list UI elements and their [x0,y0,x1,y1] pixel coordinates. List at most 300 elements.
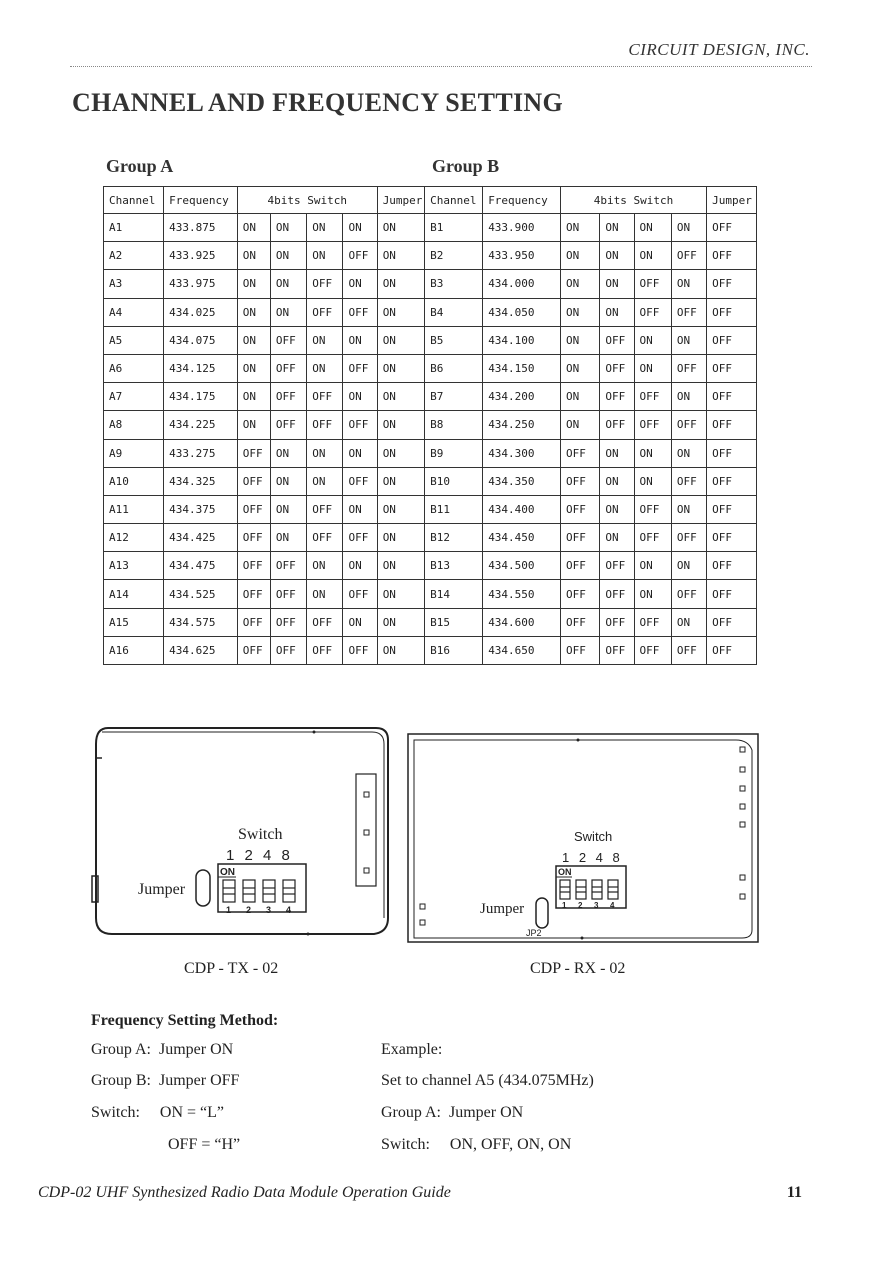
cell-switch-a-2: ON [270,524,306,552]
tx-jumper-label: Jumper [138,881,186,898]
cell-frequency-b: 434.550 [483,580,561,608]
cell-frequency-a: 434.325 [164,467,238,495]
cell-frequency-a: 433.875 [164,214,238,242]
table-row [104,411,757,439]
cell-switch-b-1: OFF [560,608,599,636]
cell-switch-b-8: OFF [671,636,706,664]
cell-switch-b-4: ON [634,580,671,608]
tx-pin-3 [364,868,369,873]
cell-channel-b: B15 [425,608,483,636]
cell-frequency-b: 434.000 [483,270,561,298]
cell-jumper-a: ON [377,298,424,326]
rx-pin-7 [740,894,745,899]
cell-switch-b-8: ON [671,270,706,298]
cell-switch-b-1: OFF [560,439,599,467]
tx-switch-label: Switch [238,826,283,843]
cell-switch-a-8: ON [343,552,377,580]
cell-switch-a-1: OFF [237,524,270,552]
col-header-switch-b: 4bits Switch [560,187,706,214]
method-switch-on: Switch: ON = “L” [91,1104,224,1121]
cell-switch-b-2: ON [600,270,634,298]
cell-switch-a-2: ON [270,298,306,326]
table-row [104,298,757,326]
cell-jumper-b: OFF [707,495,757,523]
cell-switch-b-8: OFF [671,580,706,608]
cell-jumper-a: ON [377,467,424,495]
method-group-b: Group B: Jumper OFF [91,1072,240,1089]
table-header-row [104,187,757,214]
cell-channel-b: B10 [425,467,483,495]
cell-switch-b-1: OFF [560,467,599,495]
cell-jumper-a: ON [377,411,424,439]
cell-switch-b-4: ON [634,214,671,242]
cell-switch-b-1: OFF [560,636,599,664]
cdp-tx-02-diagram [86,722,396,944]
cell-switch-b-8: ON [671,439,706,467]
cell-switch-b-8: OFF [671,242,706,270]
cell-channel-b: B7 [425,383,483,411]
cell-switch-a-2: ON [270,439,306,467]
cell-frequency-a: 434.625 [164,636,238,664]
cell-switch-a-8: OFF [343,580,377,608]
cell-frequency-a: 434.225 [164,411,238,439]
example-switch: Switch: ON, OFF, ON, ON [381,1136,572,1153]
col-header-switch-a: 4bits Switch [237,187,377,214]
table-row [104,524,757,552]
rx-caption: CDP - RX - 02 [530,960,626,977]
cell-switch-a-1: OFF [237,580,270,608]
col-header-frequency-a: Frequency [164,187,238,214]
cell-switch-a-1: ON [237,298,270,326]
cell-jumper-b: OFF [707,326,757,354]
tx-switch-numbers: 1 2 4 8 [226,847,293,864]
col-header-frequency-b: Frequency [483,187,561,214]
cell-switch-a-8: ON [343,270,377,298]
rx-pin-3 [740,786,745,791]
cell-switch-b-4: ON [634,467,671,495]
tx-pin-number-4: 4 [286,905,292,915]
cell-switch-a-2: OFF [270,411,306,439]
rx-jumper [536,898,548,928]
group-b-label: Group B [432,156,500,176]
cell-channel-a: A10 [104,467,164,495]
cell-switch-a-8: ON [343,608,377,636]
cell-switch-b-2: OFF [600,580,634,608]
table-row [104,467,757,495]
table-row [104,383,757,411]
cell-switch-a-8: ON [343,495,377,523]
cell-switch-a-2: OFF [270,383,306,411]
cell-jumper-b: OFF [707,411,757,439]
rx-pin-number-4: 4 [610,901,615,910]
cell-switch-b-2: ON [600,524,634,552]
cell-frequency-b: 433.950 [483,242,561,270]
cell-switch-a-1: ON [237,354,270,382]
cell-switch-b-4: OFF [634,636,671,664]
cell-switch-b-2: OFF [600,411,634,439]
cell-jumper-a: ON [377,524,424,552]
cell-switch-b-8: ON [671,495,706,523]
cell-switch-b-1: ON [560,298,599,326]
cell-switch-b-2: ON [600,439,634,467]
cell-jumper-b: OFF [707,580,757,608]
cell-switch-b-4: OFF [634,524,671,552]
cell-switch-a-2: OFF [270,608,306,636]
cell-jumper-a: ON [377,636,424,664]
cell-jumper-a: ON [377,354,424,382]
cell-switch-a-2: OFF [270,580,306,608]
cell-channel-a: A9 [104,439,164,467]
table-row [104,270,757,298]
cell-channel-a: A7 [104,383,164,411]
cell-jumper-a: ON [377,214,424,242]
cell-switch-a-8: ON [343,214,377,242]
cell-frequency-a: 434.025 [164,298,238,326]
cell-jumper-b: OFF [707,552,757,580]
rx-jumper-ref: JP2 [526,928,542,938]
cell-switch-b-1: ON [560,354,599,382]
cell-switch-b-8: ON [671,552,706,580]
cell-switch-b-4: ON [634,439,671,467]
cell-switch-b-2: OFF [600,354,634,382]
cell-switch-b-8: ON [671,214,706,242]
cell-jumper-b: OFF [707,608,757,636]
cell-jumper-b: OFF [707,270,757,298]
cell-channel-b: B3 [425,270,483,298]
cell-switch-b-2: ON [600,214,634,242]
method-group-a: Group A: Jumper ON [91,1041,234,1058]
cell-switch-b-2: ON [600,495,634,523]
cell-switch-b-4: ON [634,354,671,382]
cell-switch-a-4: ON [307,467,343,495]
method-switch-off: OFF = “H” [168,1136,241,1153]
rx-pin-4 [740,804,745,809]
method-heading: Frequency Setting Method: [91,1012,279,1029]
rx-pin-6 [740,875,745,880]
cell-switch-b-2: OFF [600,326,634,354]
cell-switch-b-4: OFF [634,411,671,439]
cell-switch-a-4: ON [307,552,343,580]
cell-frequency-b: 434.500 [483,552,561,580]
cell-frequency-a: 434.175 [164,383,238,411]
col-header-channel-b: Channel [425,187,483,214]
cell-switch-b-2: OFF [600,636,634,664]
cell-switch-b-1: OFF [560,495,599,523]
cell-frequency-b: 434.400 [483,495,561,523]
cell-switch-b-2: ON [600,242,634,270]
cell-jumper-a: ON [377,439,424,467]
cell-channel-a: A16 [104,636,164,664]
cell-channel-b: B4 [425,298,483,326]
cell-frequency-b: 434.450 [483,524,561,552]
cell-jumper-b: OFF [707,524,757,552]
cell-channel-b: B16 [425,636,483,664]
tx-pin-number-1: 1 [226,905,232,915]
table-row [104,580,757,608]
table-row [104,552,757,580]
cell-switch-b-4: OFF [634,383,671,411]
cell-switch-b-2: OFF [600,383,634,411]
rx-pin-2 [740,767,745,772]
cell-channel-a: A3 [104,270,164,298]
cell-switch-a-4: ON [307,242,343,270]
cell-switch-a-8: ON [343,383,377,411]
example-group: Group A: Jumper ON [381,1104,524,1121]
table-row [104,608,757,636]
cell-switch-b-1: ON [560,326,599,354]
table-row [104,495,757,523]
col-header-jumper-b: Jumper [707,187,757,214]
cell-frequency-a: 434.075 [164,326,238,354]
rx-switch-label: Switch [574,829,613,844]
page-number: 11 [786,1184,802,1201]
cell-switch-b-8: OFF [671,467,706,495]
cell-switch-b-4: ON [634,552,671,580]
cell-switch-a-1: OFF [237,439,270,467]
tx-pin-number-2: 2 [246,905,252,915]
cell-switch-a-4: OFF [307,495,343,523]
cell-switch-a-1: ON [237,383,270,411]
cell-channel-a: A13 [104,552,164,580]
cell-frequency-a: 434.375 [164,495,238,523]
cell-channel-b: B12 [425,524,483,552]
table-row [104,242,757,270]
cell-channel-b: B9 [425,439,483,467]
rx-pin-number-2: 2 [578,901,583,910]
cell-switch-b-2: OFF [600,552,634,580]
cell-switch-b-4: OFF [634,298,671,326]
cell-frequency-a: 434.575 [164,608,238,636]
cell-channel-a: A14 [104,580,164,608]
cell-frequency-a: 433.975 [164,270,238,298]
cell-switch-a-4: OFF [307,636,343,664]
cell-switch-a-1: OFF [237,495,270,523]
footer-guide-title: CDP-02 UHF Synthesized Radio Data Module Operation Guide [38,1184,451,1201]
cell-frequency-b: 433.900 [483,214,561,242]
cell-switch-a-1: OFF [237,608,270,636]
cell-switch-b-2: ON [600,298,634,326]
cell-switch-a-1: ON [237,411,270,439]
cell-jumper-a: ON [377,270,424,298]
cell-switch-a-2: OFF [270,552,306,580]
example-heading: Example: [381,1041,443,1058]
tx-caption: CDP - TX - 02 [184,960,279,977]
tx-pin-2 [364,830,369,835]
cell-switch-b-4: OFF [634,495,671,523]
example-channel: Set to channel A5 (434.075MHz) [381,1072,594,1089]
rx-switch-numbers: 1 2 4 8 [562,850,623,865]
tx-jumper [196,870,210,906]
cell-frequency-a: 434.525 [164,580,238,608]
cell-switch-a-4: ON [307,214,343,242]
cell-switch-a-4: ON [307,354,343,382]
cell-switch-b-8: ON [671,326,706,354]
cell-switch-b-1: ON [560,270,599,298]
cell-jumper-a: ON [377,552,424,580]
cell-frequency-b: 434.050 [483,298,561,326]
cell-switch-a-4: OFF [307,298,343,326]
cell-switch-b-8: ON [671,608,706,636]
cell-switch-b-1: ON [560,214,599,242]
table-row [104,636,757,664]
table-row [104,354,757,382]
cell-switch-a-2: ON [270,495,306,523]
table-row [104,214,757,242]
cell-switch-a-8: OFF [343,411,377,439]
cell-switch-b-8: OFF [671,298,706,326]
cell-switch-b-8: OFF [671,524,706,552]
tx-on-label: ON [220,867,235,878]
cell-switch-a-8: OFF [343,354,377,382]
cell-frequency-b: 434.250 [483,411,561,439]
cell-jumper-a: ON [377,608,424,636]
cell-switch-a-2: OFF [270,636,306,664]
tx-dip-toggles [223,880,295,902]
cell-frequency-b: 434.600 [483,608,561,636]
rx-pin-9 [420,920,425,925]
cell-jumper-b: OFF [707,298,757,326]
cell-channel-a: A8 [104,411,164,439]
cell-channel-b: B13 [425,552,483,580]
cell-jumper-b: OFF [707,383,757,411]
cell-channel-b: B11 [425,495,483,523]
cell-switch-a-2: ON [270,467,306,495]
cell-jumper-b: OFF [707,636,757,664]
cell-jumper-a: ON [377,242,424,270]
cell-switch-a-2: ON [270,270,306,298]
cell-channel-b: B2 [425,242,483,270]
cell-switch-b-1: OFF [560,580,599,608]
cell-frequency-b: 434.200 [483,383,561,411]
table-row [104,326,757,354]
cell-switch-b-4: ON [634,242,671,270]
cell-switch-a-1: OFF [237,467,270,495]
cell-switch-a-8: OFF [343,636,377,664]
cell-switch-a-8: ON [343,439,377,467]
cell-frequency-a: 433.275 [164,439,238,467]
cell-switch-a-1: OFF [237,636,270,664]
cell-switch-a-4: OFF [307,383,343,411]
cell-channel-b: B8 [425,411,483,439]
rx-pin-5 [740,822,745,827]
channel-frequency-table [103,186,757,665]
cell-channel-a: A1 [104,214,164,242]
cell-switch-a-2: OFF [270,326,306,354]
cell-switch-a-2: OFF [270,354,306,382]
cell-channel-a: A6 [104,354,164,382]
cell-frequency-b: 434.650 [483,636,561,664]
rx-dip-toggles [560,880,618,899]
cell-channel-a: A4 [104,298,164,326]
tx-pin-number-3: 3 [266,905,272,915]
cell-switch-b-8: OFF [671,354,706,382]
col-header-channel-a: Channel [104,187,164,214]
cell-channel-b: B14 [425,580,483,608]
rx-pin-1 [740,747,745,752]
cell-jumper-a: ON [377,326,424,354]
cell-channel-a: A2 [104,242,164,270]
cell-frequency-b: 434.100 [483,326,561,354]
cell-jumper-b: OFF [707,214,757,242]
cell-switch-a-8: OFF [343,467,377,495]
group-a-label: Group A [106,156,174,176]
rx-pin-8 [420,904,425,909]
cell-switch-b-2: ON [600,467,634,495]
cell-switch-b-4: OFF [634,270,671,298]
cell-switch-a-2: ON [270,214,306,242]
cell-switch-b-1: ON [560,383,599,411]
cell-switch-a-4: OFF [307,608,343,636]
header-company: CIRCUIT DESIGN, INC. [628,40,810,59]
cell-switch-a-4: OFF [307,524,343,552]
cell-switch-a-8: OFF [343,524,377,552]
page-title: CHANNEL AND FREQUENCY SETTING [72,88,563,117]
cell-jumper-b: OFF [707,242,757,270]
cell-switch-a-2: ON [270,242,306,270]
cell-switch-a-4: ON [307,580,343,608]
cell-switch-a-1: OFF [237,552,270,580]
cell-frequency-a: 434.425 [164,524,238,552]
col-header-jumper-a: Jumper [377,187,424,214]
rx-on-label: ON [558,867,572,877]
cell-switch-a-1: ON [237,270,270,298]
cell-channel-a: A11 [104,495,164,523]
cell-frequency-a: 433.925 [164,242,238,270]
cell-switch-b-1: ON [560,242,599,270]
cell-switch-b-2: OFF [600,608,634,636]
cell-jumper-b: OFF [707,439,757,467]
cell-switch-a-1: ON [237,326,270,354]
tx-pin-1 [364,792,369,797]
cell-jumper-a: ON [377,495,424,523]
rx-pin-number-3: 3 [594,901,599,910]
cell-switch-b-8: OFF [671,411,706,439]
cell-switch-a-1: ON [237,214,270,242]
cell-switch-b-4: OFF [634,608,671,636]
header-rule [70,66,812,67]
cell-channel-a: A12 [104,524,164,552]
cell-switch-b-4: ON [634,326,671,354]
cell-frequency-b: 434.150 [483,354,561,382]
rx-jumper-label: Jumper [480,901,525,917]
cell-frequency-a: 434.125 [164,354,238,382]
cell-frequency-b: 434.300 [483,439,561,467]
cell-jumper-b: OFF [707,467,757,495]
cell-switch-b-8: ON [671,383,706,411]
cell-frequency-a: 434.475 [164,552,238,580]
cell-switch-a-8: OFF [343,298,377,326]
cell-switch-b-1: ON [560,411,599,439]
cell-switch-a-4: OFF [307,270,343,298]
cell-channel-a: A5 [104,326,164,354]
cell-frequency-b: 434.350 [483,467,561,495]
cell-switch-a-4: OFF [307,411,343,439]
cell-jumper-b: OFF [707,354,757,382]
cell-switch-a-4: ON [307,326,343,354]
cell-channel-b: B5 [425,326,483,354]
cell-switch-a-8: OFF [343,242,377,270]
table-row [104,439,757,467]
cell-channel-b: B6 [425,354,483,382]
cell-jumper-a: ON [377,383,424,411]
cdp-rx-02-diagram [402,730,766,946]
cell-switch-b-1: OFF [560,524,599,552]
cell-switch-a-1: ON [237,242,270,270]
cell-channel-a: A15 [104,608,164,636]
cell-channel-b: B1 [425,214,483,242]
cell-switch-a-4: ON [307,439,343,467]
cell-jumper-a: ON [377,580,424,608]
